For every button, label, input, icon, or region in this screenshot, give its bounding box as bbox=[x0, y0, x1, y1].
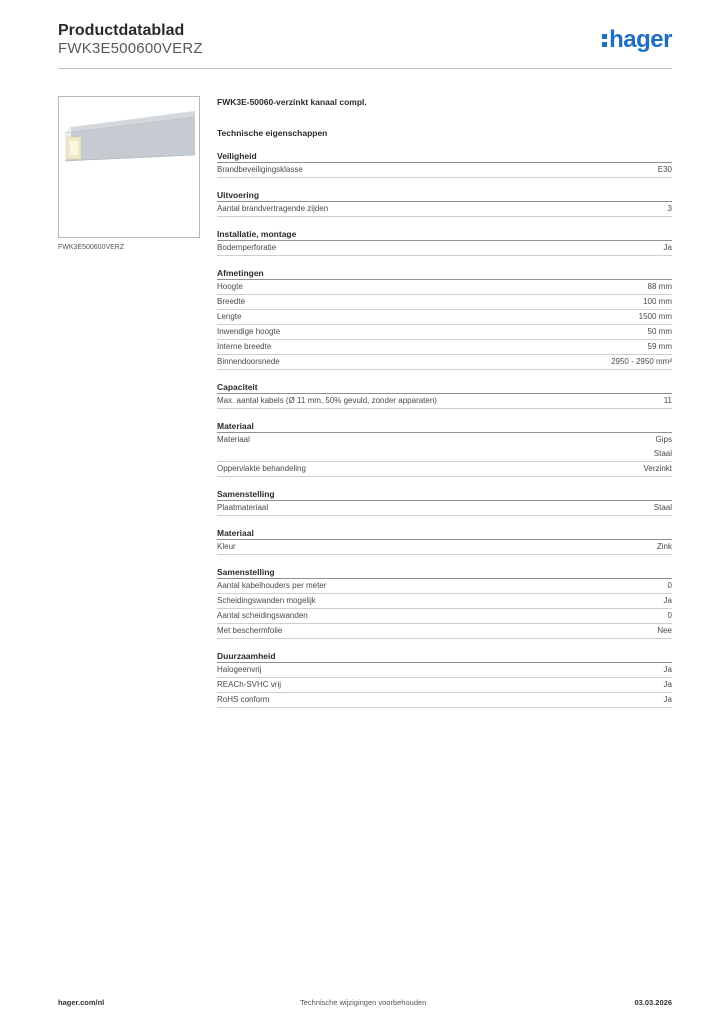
spec-label: Aantal scheidingswanden bbox=[217, 611, 308, 620]
spec-row bbox=[217, 163, 672, 178]
spec-label: REACh-SVHC vrij bbox=[217, 680, 282, 689]
spec-row bbox=[217, 678, 672, 693]
spec-label: Bodemperforatie bbox=[217, 243, 277, 252]
spec-value-text: 0 bbox=[667, 611, 672, 620]
spec-value-text: Verzinkt bbox=[643, 464, 672, 473]
spec-label: Aantal brandvertragende zijden bbox=[217, 204, 329, 213]
spec-value bbox=[657, 540, 672, 554]
footer-date: 03.03.2026 bbox=[634, 998, 672, 1007]
section-title: Uitvoering bbox=[217, 189, 672, 202]
spec-value bbox=[639, 310, 672, 324]
spec-row bbox=[217, 501, 672, 516]
spec-value-text: E30 bbox=[657, 165, 672, 174]
spec-label: Scheidingswanden mogelijk bbox=[217, 596, 316, 605]
section-title: Samenstelling bbox=[217, 488, 672, 501]
spec-value-text: 3 bbox=[667, 204, 672, 213]
spec-row bbox=[217, 433, 672, 462]
spec-row bbox=[217, 693, 672, 708]
spec-value bbox=[654, 433, 672, 461]
document-title: Productdatablad bbox=[58, 22, 185, 39]
section-title: Afmetingen bbox=[217, 267, 672, 280]
spec-value-text: 1500 mm bbox=[638, 312, 672, 321]
tech-properties-title: Technische eigenschappen bbox=[217, 128, 328, 138]
section-title: Materiaal bbox=[217, 527, 672, 540]
spec-row bbox=[217, 310, 672, 325]
section-title: Duurzaamheid bbox=[217, 650, 672, 663]
specifications bbox=[217, 96, 672, 708]
product-image bbox=[58, 96, 200, 238]
spec-label: Binnendoorsnede bbox=[217, 357, 280, 366]
spec-value-text: Ja bbox=[663, 243, 672, 252]
spec-row bbox=[217, 241, 672, 256]
spec-label: RoHS conform bbox=[217, 695, 270, 704]
spec-value-text: 59 mm bbox=[647, 342, 672, 351]
footer-website[interactable]: hager.com/nl bbox=[58, 998, 105, 1007]
product-name: FWK3E-50060-verzinkt kanaal compl. bbox=[217, 97, 367, 107]
spec-value bbox=[664, 678, 672, 692]
spec-value bbox=[668, 202, 672, 216]
spec-label: Halogeenvrij bbox=[217, 665, 262, 674]
hager-logo bbox=[602, 28, 672, 52]
section-title: Samenstelling bbox=[217, 566, 672, 579]
spec-value bbox=[668, 609, 672, 623]
spec-value-text: 88 mm bbox=[647, 282, 672, 291]
section-title: Installatie, montage bbox=[217, 228, 672, 241]
spec-value bbox=[648, 340, 672, 354]
spec-label: Inwendige hoogte bbox=[217, 327, 281, 336]
spec-value-text: 11 bbox=[663, 396, 672, 405]
spec-value-text: Ja bbox=[663, 680, 672, 689]
spec-value bbox=[658, 163, 672, 177]
spec-value-text: 50 mm bbox=[647, 327, 672, 336]
spec-row bbox=[217, 624, 672, 639]
spec-label: Lengte bbox=[217, 312, 242, 321]
spec-row bbox=[217, 540, 672, 555]
spec-label: Kleur bbox=[217, 542, 236, 551]
product-code: FWK3E500600VERZ bbox=[58, 40, 203, 57]
spec-value bbox=[643, 295, 672, 309]
spec-label: Max. aantal kabels (Ø 11 mm, 50% gevuld, zonder apparaten) bbox=[217, 396, 437, 405]
spec-row bbox=[217, 340, 672, 355]
spec-value-text: 2950 - 2950 mm² bbox=[611, 357, 672, 366]
spec-row bbox=[217, 462, 672, 477]
spec-value-text: Ja bbox=[663, 665, 672, 674]
spec-label: Plaatmateriaal bbox=[217, 503, 269, 512]
spec-row bbox=[217, 280, 672, 295]
spec-value bbox=[657, 624, 672, 638]
spec-label: Materiaal bbox=[217, 435, 250, 444]
spec-row bbox=[217, 594, 672, 609]
spec-value bbox=[664, 594, 672, 608]
spec-value-text: Gips bbox=[655, 435, 672, 444]
spec-label: Oppervlakte behandeling bbox=[217, 464, 306, 473]
spec-value bbox=[644, 462, 672, 476]
spec-value bbox=[648, 280, 672, 294]
spec-row bbox=[217, 394, 672, 409]
spec-value-text: 0 bbox=[667, 581, 672, 590]
spec-row bbox=[217, 355, 672, 370]
logo-text: hager bbox=[609, 26, 672, 53]
spec-label: Aantal kabelhouders per meter bbox=[217, 581, 327, 590]
spec-row bbox=[217, 663, 672, 678]
spec-value bbox=[611, 355, 672, 369]
spec-row bbox=[217, 579, 672, 594]
spec-value-text: Nee bbox=[657, 626, 672, 635]
spec-value-text: 100 mm bbox=[643, 297, 672, 306]
spec-label: Met beschermfolie bbox=[217, 626, 283, 635]
spec-value-text: Ja bbox=[663, 596, 672, 605]
spec-row bbox=[217, 202, 672, 217]
spec-value bbox=[664, 693, 672, 707]
spec-label: Brandbeveiligingsklasse bbox=[217, 165, 303, 174]
spec-value-text: Staal bbox=[653, 503, 672, 512]
spec-row bbox=[217, 325, 672, 340]
spec-row bbox=[217, 295, 672, 310]
logo-dots-icon bbox=[602, 34, 607, 47]
spec-value bbox=[664, 663, 672, 677]
spec-value bbox=[664, 394, 672, 408]
footer-disclaimer: Technische wijzigingen voorbehouden bbox=[300, 998, 427, 1007]
spec-value bbox=[654, 501, 672, 515]
spec-value-text: Ja bbox=[663, 695, 672, 704]
section-title: Veiligheid bbox=[217, 150, 672, 163]
spec-value-text-2: Staal bbox=[653, 449, 672, 458]
spec-label: Interne breedte bbox=[217, 342, 272, 351]
page-header bbox=[58, 20, 672, 69]
image-caption: FWK3E500600VERZ bbox=[58, 244, 125, 251]
spec-row bbox=[217, 609, 672, 624]
section-title: Capaciteit bbox=[217, 381, 672, 394]
spec-value bbox=[664, 241, 672, 255]
cable-duct-illustration bbox=[59, 97, 200, 238]
spec-value bbox=[648, 325, 672, 339]
spec-sections bbox=[217, 150, 672, 708]
section-title: Materiaal bbox=[217, 420, 672, 433]
spec-label: Hoogte bbox=[217, 282, 243, 291]
spec-value-text: Zink bbox=[656, 542, 672, 551]
spec-value bbox=[668, 579, 672, 593]
spec-label: Breedte bbox=[217, 297, 246, 306]
